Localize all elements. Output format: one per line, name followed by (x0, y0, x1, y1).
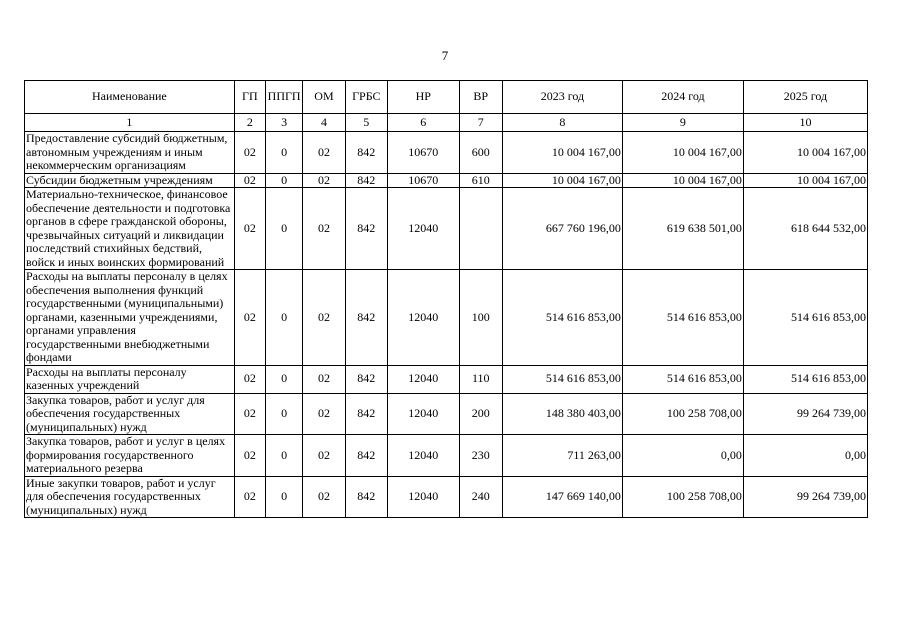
row-amount-2025: 99 264 739,00 (743, 476, 867, 518)
row-om: 02 (303, 476, 345, 518)
column-number: 6 (387, 114, 459, 132)
table-row (25, 188, 868, 270)
page-number: 7 (441, 48, 449, 63)
row-vr: 240 (459, 476, 502, 518)
row-ppgp: 0 (265, 270, 302, 366)
row-amount-2023: 147 669 140,00 (502, 476, 622, 518)
row-amount-2025: 514 616 853,00 (743, 270, 867, 366)
column-number: 7 (459, 114, 502, 132)
row-amount-2025: 99 264 739,00 (743, 393, 867, 435)
column-number: 8 (502, 114, 622, 132)
row-amount-2023: 514 616 853,00 (502, 270, 622, 366)
row-ppgp: 0 (265, 132, 302, 174)
row-amount-2024: 514 616 853,00 (622, 270, 743, 366)
column-number: 2 (234, 114, 265, 132)
table-row (25, 270, 868, 366)
column-number: 1 (25, 114, 235, 132)
row-om: 02 (303, 132, 345, 174)
row-vr: 230 (459, 435, 502, 477)
row-amount-2023: 514 616 853,00 (502, 365, 622, 393)
row-grbs: 842 (345, 365, 387, 393)
row-amount-2025: 514 616 853,00 (743, 365, 867, 393)
row-nr: 12040 (387, 476, 459, 518)
row-name: Иные закупки товаров, работ и услуг для обеспечения государственных (муниципальных) нужд (25, 476, 235, 518)
row-grbs: 842 (345, 188, 387, 270)
header-gp: ГП (234, 81, 265, 114)
row-amount-2024: 100 258 708,00 (622, 476, 743, 518)
row-name: Расходы на выплаты персоналу в целях обеспечения выполнения функций государственными (муниципальными) органами, казенными учреждениями, органами управления государственными внебюджетными фондами (25, 270, 235, 366)
table-row (25, 173, 868, 188)
row-amount-2023: 148 380 403,00 (502, 393, 622, 435)
header-grbs: ГРБС (345, 81, 387, 114)
row-nr: 12040 (387, 435, 459, 477)
header-nr: НР (387, 81, 459, 114)
header-om: ОМ (303, 81, 345, 114)
row-amount-2025: 618 644 532,00 (743, 188, 867, 270)
row-amount-2023: 10 004 167,00 (502, 173, 622, 188)
row-ppgp: 0 (265, 435, 302, 477)
row-amount-2023: 667 760 196,00 (502, 188, 622, 270)
row-ppgp: 0 (265, 476, 302, 518)
budget-table (24, 80, 868, 518)
row-ppgp: 0 (265, 393, 302, 435)
row-vr: 110 (459, 365, 502, 393)
table-row (25, 435, 868, 477)
row-om: 02 (303, 393, 345, 435)
row-name: Расходы на выплаты персоналу казенных учреждений (25, 365, 235, 393)
header-2023: 2023 год (502, 81, 622, 114)
row-amount-2024: 619 638 501,00 (622, 188, 743, 270)
row-amount-2024: 10 004 167,00 (622, 173, 743, 188)
column-number: 5 (345, 114, 387, 132)
header-vr: ВР (459, 81, 502, 114)
row-name: Материально-техническое, финансовое обеспечение деятельности и подготовка органов в сфере гражданской обороны, чрезвычайных ситуаций и ликвидации последствий стихийных бедствий, войск и иных воинских формирований (25, 188, 235, 270)
row-name: Субсидии бюджетным учреждениям (25, 173, 235, 188)
row-gp: 02 (234, 365, 265, 393)
header-2024: 2024 год (622, 81, 743, 114)
row-om: 02 (303, 365, 345, 393)
row-ppgp: 0 (265, 365, 302, 393)
row-vr (459, 188, 502, 270)
row-amount-2024: 514 616 853,00 (622, 365, 743, 393)
row-amount-2023: 10 004 167,00 (502, 132, 622, 174)
row-vr: 600 (459, 132, 502, 174)
row-amount-2024: 100 258 708,00 (622, 393, 743, 435)
row-gp: 02 (234, 435, 265, 477)
row-nr: 12040 (387, 393, 459, 435)
row-om: 02 (303, 270, 345, 366)
row-gp: 02 (234, 173, 265, 188)
row-nr: 10670 (387, 173, 459, 188)
row-om: 02 (303, 435, 345, 477)
row-name: Предоставление субсидий бюджетным, автономным учреждениям и иным некоммерческим организациям (25, 132, 235, 174)
row-amount-2023: 711 263,00 (502, 435, 622, 477)
row-grbs: 842 (345, 476, 387, 518)
row-grbs: 842 (345, 435, 387, 477)
column-number: 9 (622, 114, 743, 132)
row-vr: 200 (459, 393, 502, 435)
table-row (25, 365, 868, 393)
header-name: Наименование (25, 81, 235, 114)
row-gp: 02 (234, 476, 265, 518)
row-amount-2024: 10 004 167,00 (622, 132, 743, 174)
row-ppgp: 0 (265, 188, 302, 270)
row-gp: 02 (234, 270, 265, 366)
column-number: 4 (303, 114, 345, 132)
row-nr: 12040 (387, 365, 459, 393)
row-nr: 12040 (387, 270, 459, 366)
row-name: Закупка товаров, работ и услуг для обеспечения государственных (муниципальных) нужд (25, 393, 235, 435)
row-gp: 02 (234, 132, 265, 174)
header-row (25, 81, 868, 114)
table-row (25, 476, 868, 518)
row-vr: 100 (459, 270, 502, 366)
row-amount-2025: 10 004 167,00 (743, 173, 867, 188)
row-grbs: 842 (345, 393, 387, 435)
row-gp: 02 (234, 188, 265, 270)
table-row (25, 393, 868, 435)
row-om: 02 (303, 188, 345, 270)
row-grbs: 842 (345, 173, 387, 188)
header-ppgp: ППГП (265, 81, 302, 114)
row-amount-2025: 0,00 (743, 435, 867, 477)
column-number: 10 (743, 114, 867, 132)
row-amount-2024: 0,00 (622, 435, 743, 477)
header-2025: 2025 год (743, 81, 867, 114)
row-gp: 02 (234, 393, 265, 435)
row-grbs: 842 (345, 132, 387, 174)
row-nr: 10670 (387, 132, 459, 174)
row-om: 02 (303, 173, 345, 188)
table-row (25, 132, 868, 174)
row-nr: 12040 (387, 188, 459, 270)
row-vr: 610 (459, 173, 502, 188)
column-number-row (25, 114, 868, 132)
row-amount-2025: 10 004 167,00 (743, 132, 867, 174)
column-number: 3 (265, 114, 302, 132)
row-ppgp: 0 (265, 173, 302, 188)
row-grbs: 842 (345, 270, 387, 366)
row-name: Закупка товаров, работ и услуг в целях формирования государственного материального резерва (25, 435, 235, 477)
